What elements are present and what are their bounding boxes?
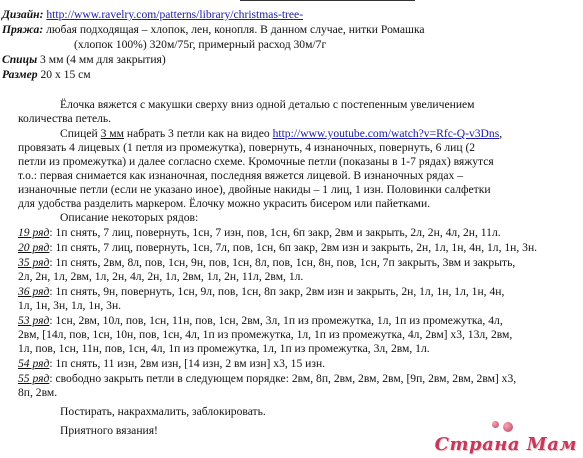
row-53-cont: 2вм, [14л, пов, 1сн, 10н, пов, 1сн, 4л, 1п из промежутка, 1л, 1п из промежутка, 4л, 2вм] х3, 13л, 2вм,	[18, 328, 513, 341]
closing-line: Постирать, накрахмалить, заблокировать.	[60, 405, 266, 418]
row-35-cont: 2л, 2н, 1л, 2вм, 1л, 2н, 4л, 2н, 1л, 2вм, 1л, 2н, 11л, 2вм, 1л.	[18, 270, 304, 283]
needles-label: Спицы	[2, 53, 38, 66]
intro-line: для удобства разделить маркером. Ёлочку можно украсить бисером или пайетками.	[18, 197, 431, 210]
rows-title: Описание некоторых рядов:	[60, 211, 199, 224]
needles-line	[2, 53, 166, 67]
row-20: 20 ряд: 1п снять, 7 лиц, повернуть, 1сн, 7л, пов, 1сн, 6п закр, 2вм изн и закрыть, 2н, 1л, 1н, 4н, 1л, 1н, 3н.	[18, 241, 538, 254]
yarn-line: Пряжа: любая подходящая – хлопок, лен, конопля. В данном случае, нитки Ромашка	[2, 23, 425, 36]
size-label: Размер	[2, 68, 38, 81]
size-line	[2, 68, 91, 82]
intro-line: петли из промежутка) и далее согласно схеме. Кромочные петли (показаны в 1-7 рядах) вяжутся	[18, 155, 494, 168]
watermark-ornament-icon	[492, 421, 499, 428]
yarn-text: любая подходящая – хлопок, лен, конопля. В данном случае, нитки Ромашка	[46, 23, 425, 36]
intro-line: т.о.: первая снимается как изнаночная, последняя вяжется лицевой. В изнаночных рядах –	[18, 169, 464, 182]
intro-line: Спицей 3 мм набрать 3 петли как на видео http://www.youtube.com/watch?v=Rfc-Q-v3Dns,	[60, 127, 503, 140]
intro-line: провязать 4 лицевых (1 петля из промежутка), повернуть, 4 изнаночных, повернуть, 6 лиц (2	[18, 141, 476, 154]
watermark-logo: Страна Мам	[434, 433, 577, 455]
top-divider	[240, 0, 415, 1]
row-36: 36 ряд: 1п снять, 9н, повернуть, 1сн, 9л, пов, 1сн, 8п закр, 2вм изн и закрыть, 2н, 1л, 1н, 1л, 1н, 4н,	[18, 285, 505, 298]
closing-line: Приятного вязания!	[60, 424, 158, 437]
yarn-label: Пряжа	[2, 23, 40, 36]
intro-line: изнаночные петли (если не указано иное), двойные накиды – 1 лиц, 1 изн. Половинки салфетки	[18, 183, 491, 196]
intro-line: количества петель.	[18, 112, 112, 125]
watermark-ornament-icon	[503, 422, 513, 432]
row-54: 54 ряд: 1п снять, 11 изн, 2вм изн, [14 изн, 2 вм изн] х3, 15 изн.	[18, 357, 326, 370]
needles-text: 3 мм (4 мм для закрытия)	[40, 53, 166, 66]
row-55-cont: 8п, 2вм.	[18, 386, 58, 399]
row-19: 19 ряд: 1п снять, 7 лиц, повернуть, 1сн, 7 изн, пов, 1сн, 6п закр, 2вм и закрыть, 2л, 2н, 4л, 2н, 11л.	[18, 226, 501, 239]
row-53-cont: 1л, пов, 1сн, 11н, пов, 1сн, 4л, 1п из промежутка, 1л, 1п из промежутка, 3л, 2вм, 1л.	[18, 342, 430, 355]
intro-line: Ёлочка вяжется с макушки сверху вниз одной деталью с постепенным увеличением	[60, 98, 475, 111]
yarn-text-cont: (хлопок 100%) 320м/75г, примерный расход 30м/7г	[74, 38, 327, 51]
row-35: 35 ряд: 1п снять, 2вм, 8л, пов, 1сн, 9н, пов, 1сн, 8л, пов, 1сн, 8н, пов, 1сн, 7п закрыть, 3вм и закрыть,	[18, 256, 516, 269]
design-label: Дизайн	[2, 8, 40, 21]
row-55: 55 ряд: свободно закрыть петли в следующем порядке: 2вм, 8п, 2вм, 2вм, 2вм, [9п, 2вм, 2вм, 2вм] х3,	[18, 372, 517, 385]
design-link[interactable]: http://www.ravelry.com/patterns/library/christmas-tree-	[46, 8, 304, 21]
design-line: Дизайн: http://www.ravelry.com/patterns/library/christmas-tree-	[2, 8, 304, 21]
size-text: 20 х 15 см	[40, 68, 91, 81]
row-36-cont: 1л, 1н, 3н, 1л, 1н, 3н.	[18, 299, 122, 312]
row-53: 53 ряд: 1сн, 2вм, 10л, пов, 1сн, 11н, пов, 1сн, 2вм, 3л, 1п из промежутка, 1л, 1п из промежутка, 4л,	[18, 314, 503, 327]
video-link[interactable]: http://www.youtube.com/watch?v=Rfc-Q-v3Dns	[272, 127, 500, 140]
